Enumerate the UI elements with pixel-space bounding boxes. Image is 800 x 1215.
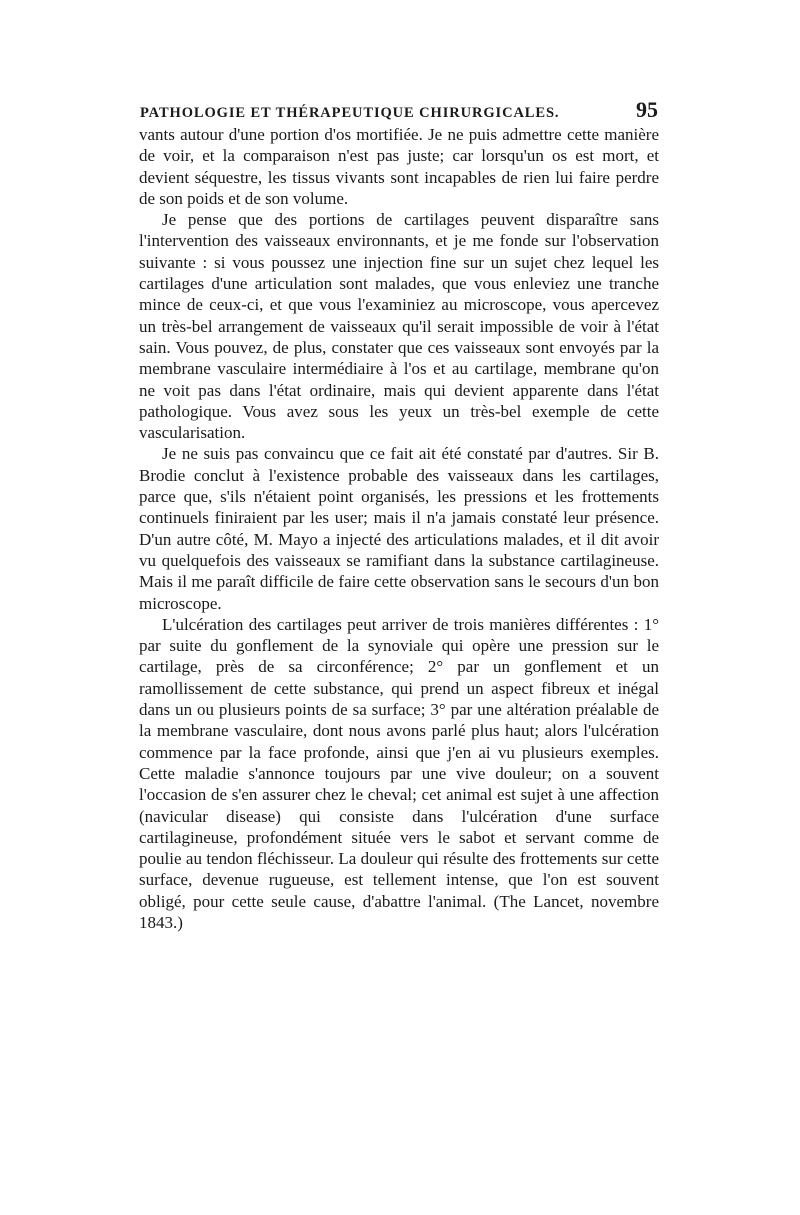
- paragraph: Je ne suis pas convaincu que ce fait ait été constaté par d'autres. Sir B. Brodie conclut à l'existence probable des vaisseaux dans les cartilages, parce que, s'ils n'étaient point organisés, les pressions et les frottements continuels finiraient par les user; mais il n'a jamais constaté leur présence. D'un autre côté, M. Mayo a injecté des articulations malades, et il dit avoir vu quelquefois des vaisseaux se ramifiant dans la substance cartilagineuse. Mais il me paraît difficile de faire cette observation sans le secours d'un bon microscope.: [139, 444, 659, 613]
- header-title: PATHOLOGIE ET THÉRAPEUTIQUE CHIRURGICALES.: [140, 105, 560, 121]
- paragraph: L'ulcération des cartilages peut arriver de trois manières différentes : 1° par suite du gonflement de la synoviale qui opère une pression sur le cartilage, près de sa circonférence; 2° par un gonflement et un ramollissement de cette substance, qui prend un aspect fibreux et inégal dans un ou plusieurs points de sa surface; 3° par une altération préalable de la membrane vasculaire, dont nous avons parlé plus haut; alors l'ulcération commence par la face profonde, ainsi que j'en ai vu plusieurs exemples. Cette maladie s'annonce toujours par une vive douleur; on a souvent l'occasion de s'en assurer chez le cheval; cet animal est sujet à une affection (navicular disease) qui consiste dans l'ulcération d'une surface cartilagineuse, profondément située vers le sabot et servant comme de poulie au tendon fléchisseur. La douleur qui résulte des frottements sur cette surface, devenue rugueuse, est tellement intense, que l'on est souvent obligé, pour cette seule cause, d'abattre l'animal. (The Lancet, novembre 1843.): [139, 614, 659, 932]
- running-header: [140, 97, 658, 123]
- page-number: 95: [636, 97, 658, 122]
- paragraph: Je pense que des portions de cartilages peuvent disparaître sans l'intervention des vaisseaux environnants, et je me fonde sur l'observation suivante : si vous poussez une injection fine sur un sujet chez lequel les cartilages d'une articulation sont malades, que vous enleviez une tranche mince de ceux-ci, et que vous l'examiniez au microscope, vous apercevez un très-bel arrangement de vaisseaux qu'il serait impossible de voir à l'état sain. Vous pouvez, de plus, constater que ces vaisseaux sont envoyés par la membrane vasculaire intermédiaire à l'os et au cartilage, membrane qu'on ne voit pas dans l'état ordinaire, mais qui devient apparente dans l'état pathologique. Vous avez sous les yeux un très-bel exemple de cette vascularisation.: [139, 210, 659, 443]
- paragraph: vants autour d'une portion d'os mortifiée. Je ne puis admettre cette manière de voir, et la comparaison n'est pas juste; car lorsqu'un os est mort, et devient séquestre, les tissus vivants sont incapables de rien lui faire perdre de son poids et de son volume.: [139, 125, 659, 208]
- body-text: [139, 124, 659, 933]
